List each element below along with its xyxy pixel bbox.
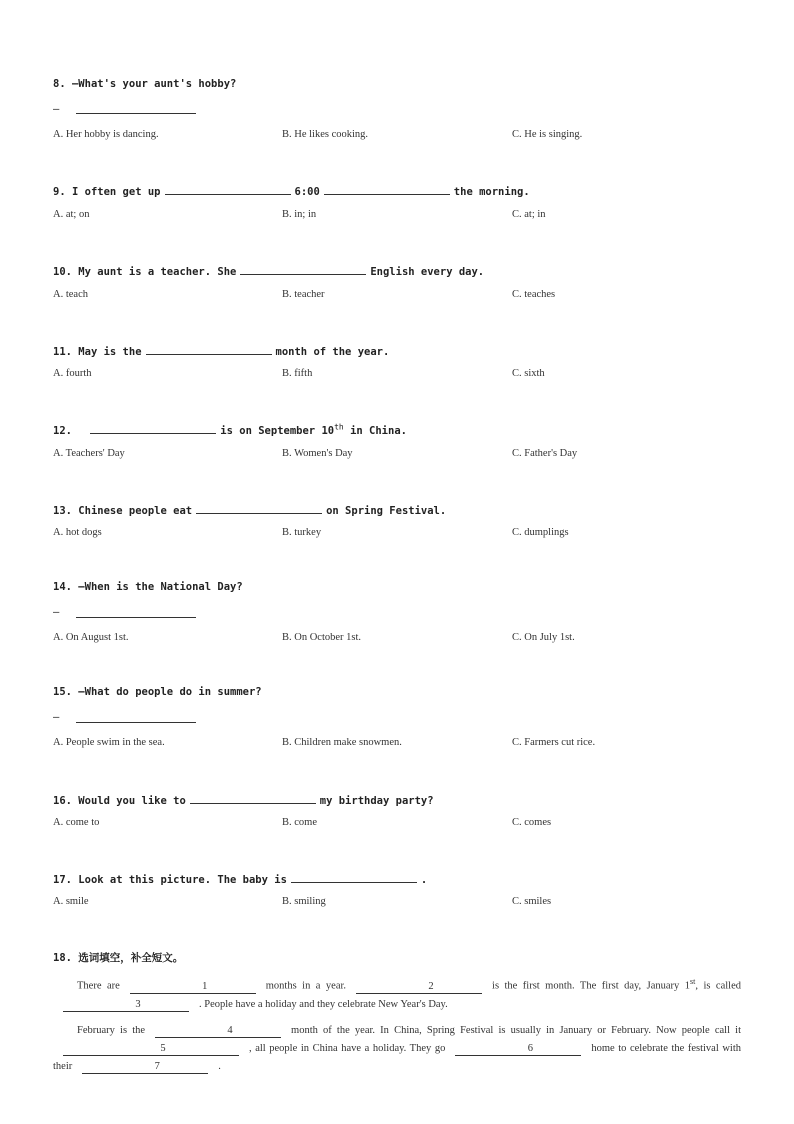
option-b[interactable]: B. in; in [282,209,317,220]
cloze-blank-4[interactable]: 4 [155,1024,281,1038]
option-c[interactable]: C. dumplings [512,527,569,538]
cloze-blank-5[interactable]: 5 [63,1042,239,1056]
answer-blank[interactable] [196,502,322,514]
option-b[interactable]: B. Children make snowmen. [282,737,402,748]
option-a[interactable]: A. Teachers' Day [53,448,125,459]
cloze-passage [53,973,741,1076]
option-c[interactable]: C. smiles [512,896,552,907]
option-b[interactable]: B. turkey [282,527,322,538]
option-c[interactable]: C. at; in [512,209,546,220]
option-b[interactable]: B. On October 1st. [282,632,362,643]
answer-blank[interactable] [76,617,196,618]
answer-blank[interactable] [324,183,450,195]
question-14-stem: 14. —When is the National Day? [53,581,243,593]
option-a[interactable]: A. People swim in the sea. [53,737,165,748]
option-c[interactable]: C. teaches [512,289,556,300]
option-a[interactable]: A. at; on [53,209,90,220]
answer-blank[interactable] [146,343,272,355]
option-c[interactable]: C. On July 1st. [512,632,575,643]
option-a[interactable]: A. teach [53,289,88,300]
question-11-stem: 11. May is the month of the year. [53,343,389,358]
cloze-paragraph-1: There are 1 months in a year. 2 is the first month. The first day, January 1st, is called3 . People have a holiday and they celebrate New Year's Day. [53,973,741,1014]
option-b[interactable]: B. He likes cooking. [282,129,369,140]
option-b[interactable]: B. fifth [282,368,313,379]
option-b[interactable]: B. teacher [282,289,325,300]
option-c[interactable]: C. Farmers cut rice. [512,737,596,748]
question-13-stem: 13. Chinese people eat on Spring Festival. [53,502,446,517]
question-17-stem: 17. Look at this picture. The baby is . [53,871,427,886]
answer-blank[interactable] [291,871,417,883]
cloze-blank-7[interactable]: 7 [82,1060,208,1074]
option-c[interactable]: C. Father's Day [512,448,578,459]
option-c[interactable]: C. comes [512,817,552,828]
question-10-stem: 10. My aunt is a teacher. She English every day. [53,263,484,278]
option-a[interactable]: A. Her hobby is dancing. [53,129,159,140]
answer-dash: — [53,711,60,723]
question-12-stem: 12. is on September 10th in China. [53,422,407,437]
option-a[interactable]: A. fourth [53,368,92,379]
cloze-blank-3[interactable]: 3 [63,998,189,1012]
option-c[interactable]: C. He is singing. [512,129,583,140]
answer-blank[interactable] [76,722,196,723]
question-15-stem: 15. —What do people do in summer? [53,686,262,698]
option-b[interactable]: B. Women's Day [282,448,353,459]
cloze-paragraph-2: February is the 4 month of the year. In China, Spring Festival is usually in January or February. Now people call it5 , all people in China have a holiday. They go 6 home to celebrate the festival with their 7 . [53,1024,741,1072]
cloze-title: 18. 选词填空，补全短文。 [53,952,184,964]
option-a[interactable]: A. smile [53,896,89,907]
answer-blank[interactable] [90,422,216,434]
option-b[interactable]: B. smiling [282,896,326,907]
cloze-blank-6[interactable]: 6 [455,1042,581,1056]
cloze-blank-1[interactable]: 1 [130,980,256,994]
answer-blank[interactable] [165,183,291,195]
option-a[interactable]: A. come to [53,817,100,828]
answer-dash: — [53,103,60,115]
option-a[interactable]: A. On August 1st. [53,632,129,643]
question-8-stem: 8. —What's your aunt's hobby? [53,78,237,90]
question-9-stem: 9. I often get up 6:00 the morning. [53,183,530,198]
option-b[interactable]: B. come [282,817,317,828]
option-a[interactable]: A. hot dogs [53,527,102,538]
answer-blank[interactable] [76,113,196,114]
option-c[interactable]: C. sixth [512,368,545,379]
answer-dash: — [53,606,60,618]
cloze-blank-2[interactable]: 2 [356,980,482,994]
answer-blank[interactable] [190,792,316,804]
question-16-stem: 16. Would you like to my birthday party? [53,792,434,807]
answer-blank[interactable] [240,263,366,275]
